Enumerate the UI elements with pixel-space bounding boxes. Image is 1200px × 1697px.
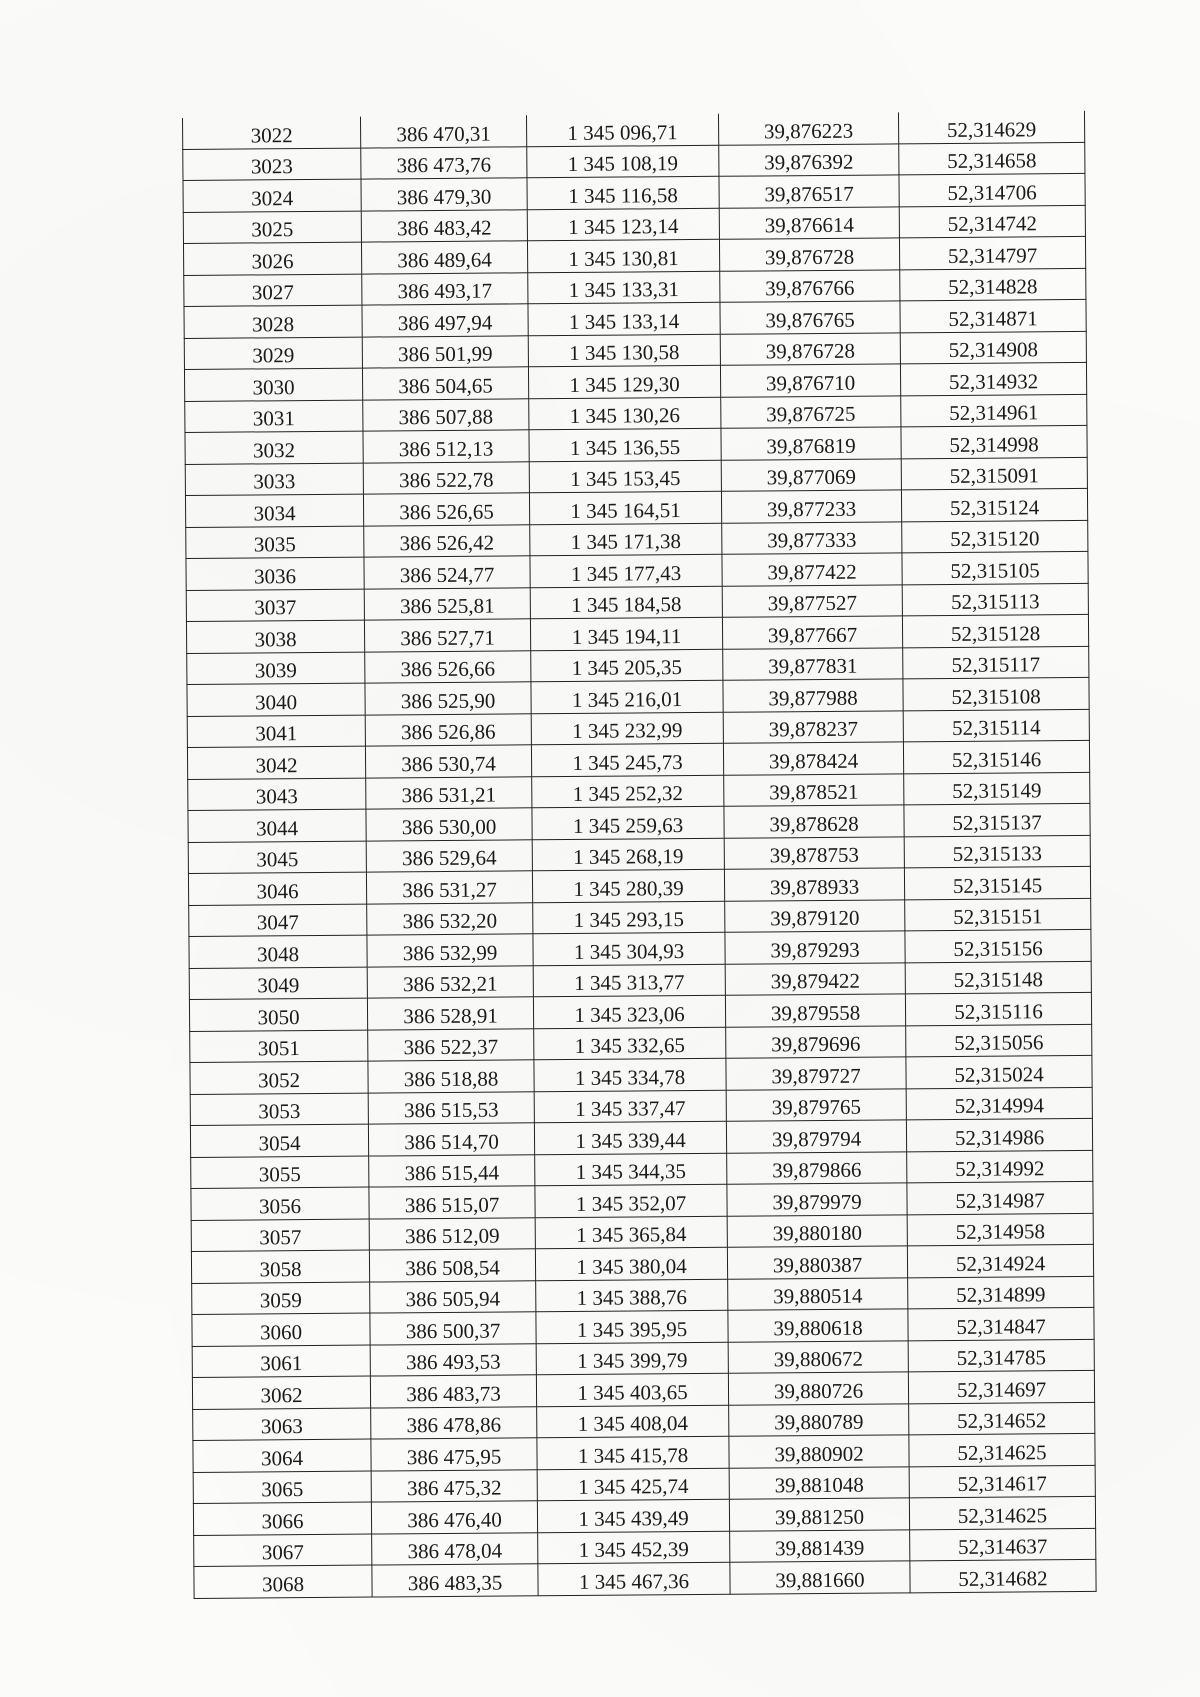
- y-coordinate-cell: 1 345 130,81: [527, 239, 719, 272]
- latitude-cell: 52,314682: [910, 1559, 1096, 1592]
- x-coordinate-cell: 386 493,17: [362, 272, 528, 305]
- point-number-cell: 3035: [186, 526, 364, 559]
- latitude-cell: 52,315156: [905, 929, 1091, 962]
- latitude-cell: 52,314697: [908, 1370, 1094, 1403]
- x-coordinate-cell: 386 531,21: [366, 776, 532, 809]
- longitude-cell: 39,879866: [727, 1151, 907, 1184]
- y-coordinate-cell: 1 345 245,73: [531, 743, 723, 776]
- y-coordinate-cell: 1 345 332,65: [534, 1027, 726, 1060]
- point-number-cell: 3055: [191, 1156, 369, 1189]
- table-row: [194, 1559, 1096, 1598]
- longitude-cell: 39,876819: [721, 427, 901, 460]
- latitude-cell: 52,314958: [907, 1213, 1093, 1246]
- point-number-cell: 3037: [186, 589, 364, 622]
- latitude-cell: 52,315124: [901, 488, 1087, 521]
- latitude-cell: 52,315116: [905, 992, 1091, 1025]
- x-coordinate-cell: 386 514,70: [368, 1123, 534, 1156]
- longitude-cell: 39,879696: [726, 1025, 906, 1058]
- latitude-cell: 52,315024: [906, 1055, 1092, 1088]
- latitude-cell: 52,314617: [909, 1465, 1095, 1498]
- x-coordinate-cell: 386 528,91: [367, 997, 533, 1030]
- point-number-cell: 3034: [185, 494, 363, 527]
- x-coordinate-cell: 386 524,77: [364, 556, 530, 589]
- point-number-cell: 3042: [187, 746, 365, 779]
- y-coordinate-cell: 1 345 395,95: [536, 1310, 728, 1343]
- latitude-cell: 52,314625: [909, 1496, 1095, 1529]
- y-coordinate-cell: 1 345 380,04: [535, 1247, 727, 1280]
- y-coordinate-cell: 1 345 334,78: [534, 1058, 726, 1091]
- x-coordinate-cell: 386 473,76: [361, 146, 527, 179]
- x-coordinate-cell: 386 529,64: [366, 839, 532, 872]
- x-coordinate-cell: 386 515,53: [368, 1091, 534, 1124]
- latitude-cell: 52,314961: [901, 394, 1087, 427]
- y-coordinate-cell: 1 345 403,65: [536, 1373, 728, 1406]
- point-number-cell: 3058: [191, 1250, 369, 1283]
- x-coordinate-cell: 386 489,64: [361, 241, 527, 274]
- point-number-cell: 3059: [192, 1282, 370, 1315]
- latitude-cell: 52,314908: [900, 331, 1086, 364]
- longitude-cell: 39,877831: [723, 647, 903, 680]
- point-number-cell: 3023: [183, 148, 361, 181]
- table-body: [182, 111, 1096, 1598]
- latitude-cell: 52,315137: [904, 803, 1090, 836]
- point-number-cell: 3053: [190, 1093, 368, 1126]
- x-coordinate-cell: 386 483,35: [372, 1564, 538, 1597]
- point-number-cell: 3057: [191, 1219, 369, 1252]
- x-coordinate-cell: 386 526,42: [364, 524, 530, 557]
- y-coordinate-cell: 1 345 399,79: [536, 1342, 728, 1375]
- y-coordinate-cell: 1 345 194,11: [530, 617, 722, 650]
- longitude-cell: 39,878933: [724, 868, 904, 901]
- point-number-cell: 3062: [192, 1376, 370, 1409]
- longitude-cell: 39,877527: [722, 584, 902, 617]
- y-coordinate-cell: 1 345 123,14: [527, 208, 719, 241]
- latitude-cell: 52,315114: [903, 709, 1089, 742]
- y-coordinate-cell: 1 345 116,58: [527, 176, 719, 209]
- latitude-cell: 52,314992: [907, 1150, 1093, 1183]
- x-coordinate-cell: 386 478,86: [371, 1406, 537, 1439]
- latitude-cell: 52,314899: [908, 1276, 1094, 1309]
- point-number-cell: 3032: [185, 431, 363, 464]
- y-coordinate-cell: 1 345 304,93: [533, 932, 725, 965]
- longitude-cell: 39,879422: [725, 962, 905, 995]
- x-coordinate-cell: 386 526,66: [365, 650, 531, 683]
- point-number-cell: 3026: [183, 242, 361, 275]
- y-coordinate-cell: 1 345 252,32: [532, 775, 724, 808]
- point-number-cell: 3063: [193, 1408, 371, 1441]
- longitude-cell: 39,877069: [721, 458, 901, 491]
- latitude-cell: 52,315128: [902, 614, 1088, 647]
- latitude-cell: 52,315113: [902, 583, 1088, 616]
- x-coordinate-cell: 386 501,99: [362, 335, 528, 368]
- y-coordinate-cell: 1 345 415,78: [537, 1436, 729, 1469]
- longitude-cell: 39,881439: [730, 1529, 910, 1562]
- latitude-cell: 52,315056: [906, 1024, 1092, 1057]
- latitude-cell: 52,314871: [900, 299, 1086, 332]
- x-coordinate-cell: 386 512,13: [363, 430, 529, 463]
- y-coordinate-cell: 1 345 133,31: [528, 271, 720, 304]
- x-coordinate-cell: 386 504,65: [362, 367, 528, 400]
- point-number-cell: 3067: [194, 1534, 372, 1567]
- x-coordinate-cell: 386 532,20: [367, 902, 533, 935]
- x-coordinate-cell: 386 478,04: [372, 1532, 538, 1565]
- longitude-cell: 39,880180: [727, 1214, 907, 1247]
- point-number-cell: 3022: [182, 117, 360, 149]
- y-coordinate-cell: 1 345 439,49: [537, 1499, 729, 1532]
- point-number-cell: 3051: [190, 1030, 368, 1063]
- latitude-cell: 52,314742: [899, 205, 1085, 238]
- x-coordinate-cell: 386 530,74: [365, 745, 531, 778]
- x-coordinate-cell: 386 470,31: [360, 115, 526, 147]
- latitude-cell: 52,315146: [903, 740, 1089, 773]
- y-coordinate-cell: 1 345 108,19: [527, 145, 719, 178]
- point-number-cell: 3036: [186, 557, 364, 590]
- y-coordinate-cell: 1 345 259,63: [532, 806, 724, 839]
- latitude-cell: 52,314924: [907, 1244, 1093, 1277]
- y-coordinate-cell: 1 345 129,30: [528, 365, 720, 398]
- x-coordinate-cell: 386 475,32: [371, 1469, 537, 1502]
- point-number-cell: 3040: [187, 683, 365, 716]
- y-coordinate-cell: 1 345 130,26: [529, 397, 721, 430]
- point-number-cell: 3030: [184, 368, 362, 401]
- x-coordinate-cell: 386 526,86: [365, 713, 531, 746]
- y-coordinate-cell: 1 345 313,77: [533, 964, 725, 997]
- x-coordinate-cell: 386 531,27: [366, 871, 532, 904]
- point-number-cell: 3047: [189, 904, 367, 937]
- longitude-cell: 39,879727: [726, 1057, 906, 1090]
- x-coordinate-cell: 386 483,73: [370, 1375, 536, 1408]
- longitude-cell: 39,880902: [729, 1435, 909, 1468]
- latitude-cell: 52,315091: [901, 457, 1087, 490]
- point-number-cell: 3027: [184, 274, 362, 307]
- x-coordinate-cell: 386 505,94: [370, 1280, 536, 1313]
- x-coordinate-cell: 386 512,09: [369, 1217, 535, 1250]
- y-coordinate-cell: 1 345 337,47: [534, 1090, 726, 1123]
- y-coordinate-cell: 1 345 096,71: [526, 114, 718, 147]
- x-coordinate-cell: 386 526,65: [363, 493, 529, 526]
- point-number-cell: 3044: [188, 809, 366, 842]
- point-number-cell: 3061: [192, 1345, 370, 1378]
- latitude-cell: 52,315105: [902, 551, 1088, 584]
- longitude-cell: 39,877988: [723, 679, 903, 712]
- longitude-cell: 39,879765: [726, 1088, 906, 1121]
- longitude-cell: 39,877233: [721, 490, 901, 523]
- y-coordinate-cell: 1 345 467,36: [538, 1562, 730, 1595]
- latitude-cell: 52,315117: [903, 646, 1089, 679]
- point-number-cell: 3048: [189, 935, 367, 968]
- latitude-cell: 52,314797: [899, 236, 1085, 269]
- y-coordinate-cell: 1 345 352,07: [535, 1184, 727, 1217]
- latitude-cell: 52,315151: [905, 898, 1091, 931]
- y-coordinate-cell: 1 345 130,58: [528, 334, 720, 367]
- point-number-cell: 3025: [183, 211, 361, 244]
- point-number-cell: 3031: [185, 400, 363, 433]
- y-coordinate-cell: 1 345 216,01: [531, 680, 723, 713]
- x-coordinate-cell: 386 508,54: [369, 1249, 535, 1282]
- y-coordinate-cell: 1 345 425,74: [537, 1468, 729, 1501]
- point-number-cell: 3024: [183, 179, 361, 212]
- latitude-cell: 52,314987: [907, 1181, 1093, 1214]
- longitude-cell: 39,879558: [725, 994, 905, 1027]
- longitude-cell: 39,878753: [724, 836, 904, 869]
- y-coordinate-cell: 1 345 323,06: [533, 995, 725, 1028]
- longitude-cell: 39,881048: [729, 1466, 909, 1499]
- longitude-cell: 39,881660: [730, 1561, 910, 1594]
- latitude-cell: 52,314828: [900, 268, 1086, 301]
- y-coordinate-cell: 1 345 344,35: [535, 1153, 727, 1186]
- x-coordinate-cell: 386 518,88: [368, 1060, 534, 1093]
- y-coordinate-cell: 1 345 232,99: [531, 712, 723, 745]
- y-coordinate-cell: 1 345 184,58: [530, 586, 722, 619]
- y-coordinate-cell: 1 345 339,44: [534, 1121, 726, 1154]
- longitude-cell: 39,876728: [720, 332, 900, 365]
- x-coordinate-cell: 386 525,90: [365, 682, 531, 715]
- longitude-cell: 39,876392: [719, 143, 899, 176]
- x-coordinate-cell: 386 525,81: [364, 587, 530, 620]
- latitude-cell: 52,314998: [901, 425, 1087, 458]
- longitude-cell: 39,879120: [725, 899, 905, 932]
- x-coordinate-cell: 386 532,99: [367, 934, 533, 967]
- y-coordinate-cell: 1 345 452,39: [538, 1531, 730, 1564]
- latitude-cell: 52,315149: [904, 772, 1090, 805]
- x-coordinate-cell: 386 479,30: [361, 178, 527, 211]
- longitude-cell: 39,879794: [726, 1120, 906, 1153]
- point-number-cell: 3029: [184, 337, 362, 370]
- longitude-cell: 39,876765: [720, 301, 900, 334]
- point-number-cell: 3046: [188, 872, 366, 905]
- longitude-cell: 39,876725: [721, 395, 901, 428]
- latitude-cell: 52,314658: [899, 142, 1085, 175]
- latitude-cell: 52,315108: [903, 677, 1089, 710]
- y-coordinate-cell: 1 345 365,84: [535, 1216, 727, 1249]
- longitude-cell: 39,876614: [719, 206, 899, 239]
- latitude-cell: 52,314637: [910, 1528, 1096, 1561]
- longitude-cell: 39,879293: [725, 931, 905, 964]
- latitude-cell: 52,314625: [909, 1433, 1095, 1466]
- x-coordinate-cell: 386 522,37: [368, 1028, 534, 1061]
- y-coordinate-cell: 1 345 408,04: [537, 1405, 729, 1438]
- latitude-cell: 52,314986: [906, 1118, 1092, 1151]
- y-coordinate-cell: 1 345 133,14: [528, 302, 720, 335]
- longitude-cell: 39,876766: [720, 269, 900, 302]
- latitude-cell: 52,315148: [905, 961, 1091, 994]
- longitude-cell: 39,876223: [718, 112, 898, 144]
- point-number-cell: 3038: [186, 620, 364, 653]
- y-coordinate-cell: 1 345 388,76: [536, 1279, 728, 1312]
- longitude-cell: 39,879979: [727, 1183, 907, 1216]
- longitude-cell: 39,877667: [722, 616, 902, 649]
- longitude-cell: 39,880514: [728, 1277, 908, 1310]
- longitude-cell: 39,881250: [729, 1498, 909, 1531]
- latitude-cell: 52,314847: [908, 1307, 1094, 1340]
- y-coordinate-cell: 1 345 136,55: [529, 428, 721, 461]
- x-coordinate-cell: 386 497,94: [362, 304, 528, 337]
- point-number-cell: 3066: [193, 1502, 371, 1535]
- point-number-cell: 3033: [185, 463, 363, 496]
- longitude-cell: 39,880672: [728, 1340, 908, 1373]
- point-number-cell: 3056: [191, 1187, 369, 1220]
- point-number-cell: 3068: [194, 1565, 372, 1598]
- point-number-cell: 3050: [189, 998, 367, 1031]
- longitude-cell: 39,876517: [719, 175, 899, 208]
- y-coordinate-cell: 1 345 280,39: [532, 869, 724, 902]
- latitude-cell: 52,314785: [908, 1339, 1094, 1372]
- longitude-cell: 39,876710: [720, 364, 900, 397]
- latitude-cell: 52,314932: [900, 362, 1086, 395]
- latitude-cell: 52,315145: [904, 866, 1090, 899]
- longitude-cell: 39,876728: [719, 238, 899, 271]
- longitude-cell: 39,878521: [724, 773, 904, 806]
- y-coordinate-cell: 1 345 268,19: [532, 838, 724, 871]
- longitude-cell: 39,880789: [729, 1403, 909, 1436]
- x-coordinate-cell: 386 522,78: [363, 461, 529, 494]
- latitude-cell: 52,314629: [898, 111, 1084, 143]
- longitude-cell: 39,880726: [728, 1372, 908, 1405]
- y-coordinate-cell: 1 345 293,15: [533, 901, 725, 934]
- x-coordinate-cell: 386 500,37: [370, 1312, 536, 1345]
- point-number-cell: 3064: [193, 1439, 371, 1472]
- point-number-cell: 3054: [190, 1124, 368, 1157]
- longitude-cell: 39,880618: [728, 1309, 908, 1342]
- latitude-cell: 52,314652: [909, 1402, 1095, 1435]
- x-coordinate-cell: 386 483,42: [361, 209, 527, 242]
- x-coordinate-cell: 386 493,53: [370, 1343, 536, 1376]
- latitude-cell: 52,314994: [906, 1087, 1092, 1120]
- longitude-cell: 39,880387: [727, 1246, 907, 1279]
- x-coordinate-cell: 386 515,44: [369, 1154, 535, 1187]
- point-number-cell: 3045: [188, 841, 366, 874]
- x-coordinate-cell: 386 507,88: [363, 398, 529, 431]
- latitude-cell: 52,315133: [904, 835, 1090, 868]
- point-number-cell: 3065: [193, 1471, 371, 1504]
- longitude-cell: 39,878237: [723, 710, 903, 743]
- longitude-cell: 39,878628: [724, 805, 904, 838]
- y-coordinate-cell: 1 345 164,51: [529, 491, 721, 524]
- point-number-cell: 3043: [188, 778, 366, 811]
- point-number-cell: 3060: [192, 1313, 370, 1346]
- point-number-cell: 3028: [184, 305, 362, 338]
- x-coordinate-cell: 386 475,95: [371, 1438, 537, 1471]
- x-coordinate-cell: 386 530,00: [366, 808, 532, 841]
- point-number-cell: 3039: [187, 652, 365, 685]
- longitude-cell: 39,877422: [722, 553, 902, 586]
- x-coordinate-cell: 386 532,21: [367, 965, 533, 998]
- y-coordinate-cell: 1 345 205,35: [531, 649, 723, 682]
- coordinates-table: [182, 111, 1097, 1599]
- point-number-cell: 3049: [189, 967, 367, 1000]
- longitude-cell: 39,878424: [723, 742, 903, 775]
- y-coordinate-cell: 1 345 171,38: [530, 523, 722, 556]
- point-number-cell: 3052: [190, 1061, 368, 1094]
- y-coordinate-cell: 1 345 153,45: [529, 460, 721, 493]
- x-coordinate-cell: 386 515,07: [369, 1186, 535, 1219]
- x-coordinate-cell: 386 476,40: [371, 1501, 537, 1534]
- latitude-cell: 52,314706: [899, 173, 1085, 206]
- y-coordinate-cell: 1 345 177,43: [530, 554, 722, 587]
- x-coordinate-cell: 386 527,71: [364, 619, 530, 652]
- point-number-cell: 3041: [187, 715, 365, 748]
- longitude-cell: 39,877333: [722, 521, 902, 554]
- latitude-cell: 52,315120: [902, 520, 1088, 553]
